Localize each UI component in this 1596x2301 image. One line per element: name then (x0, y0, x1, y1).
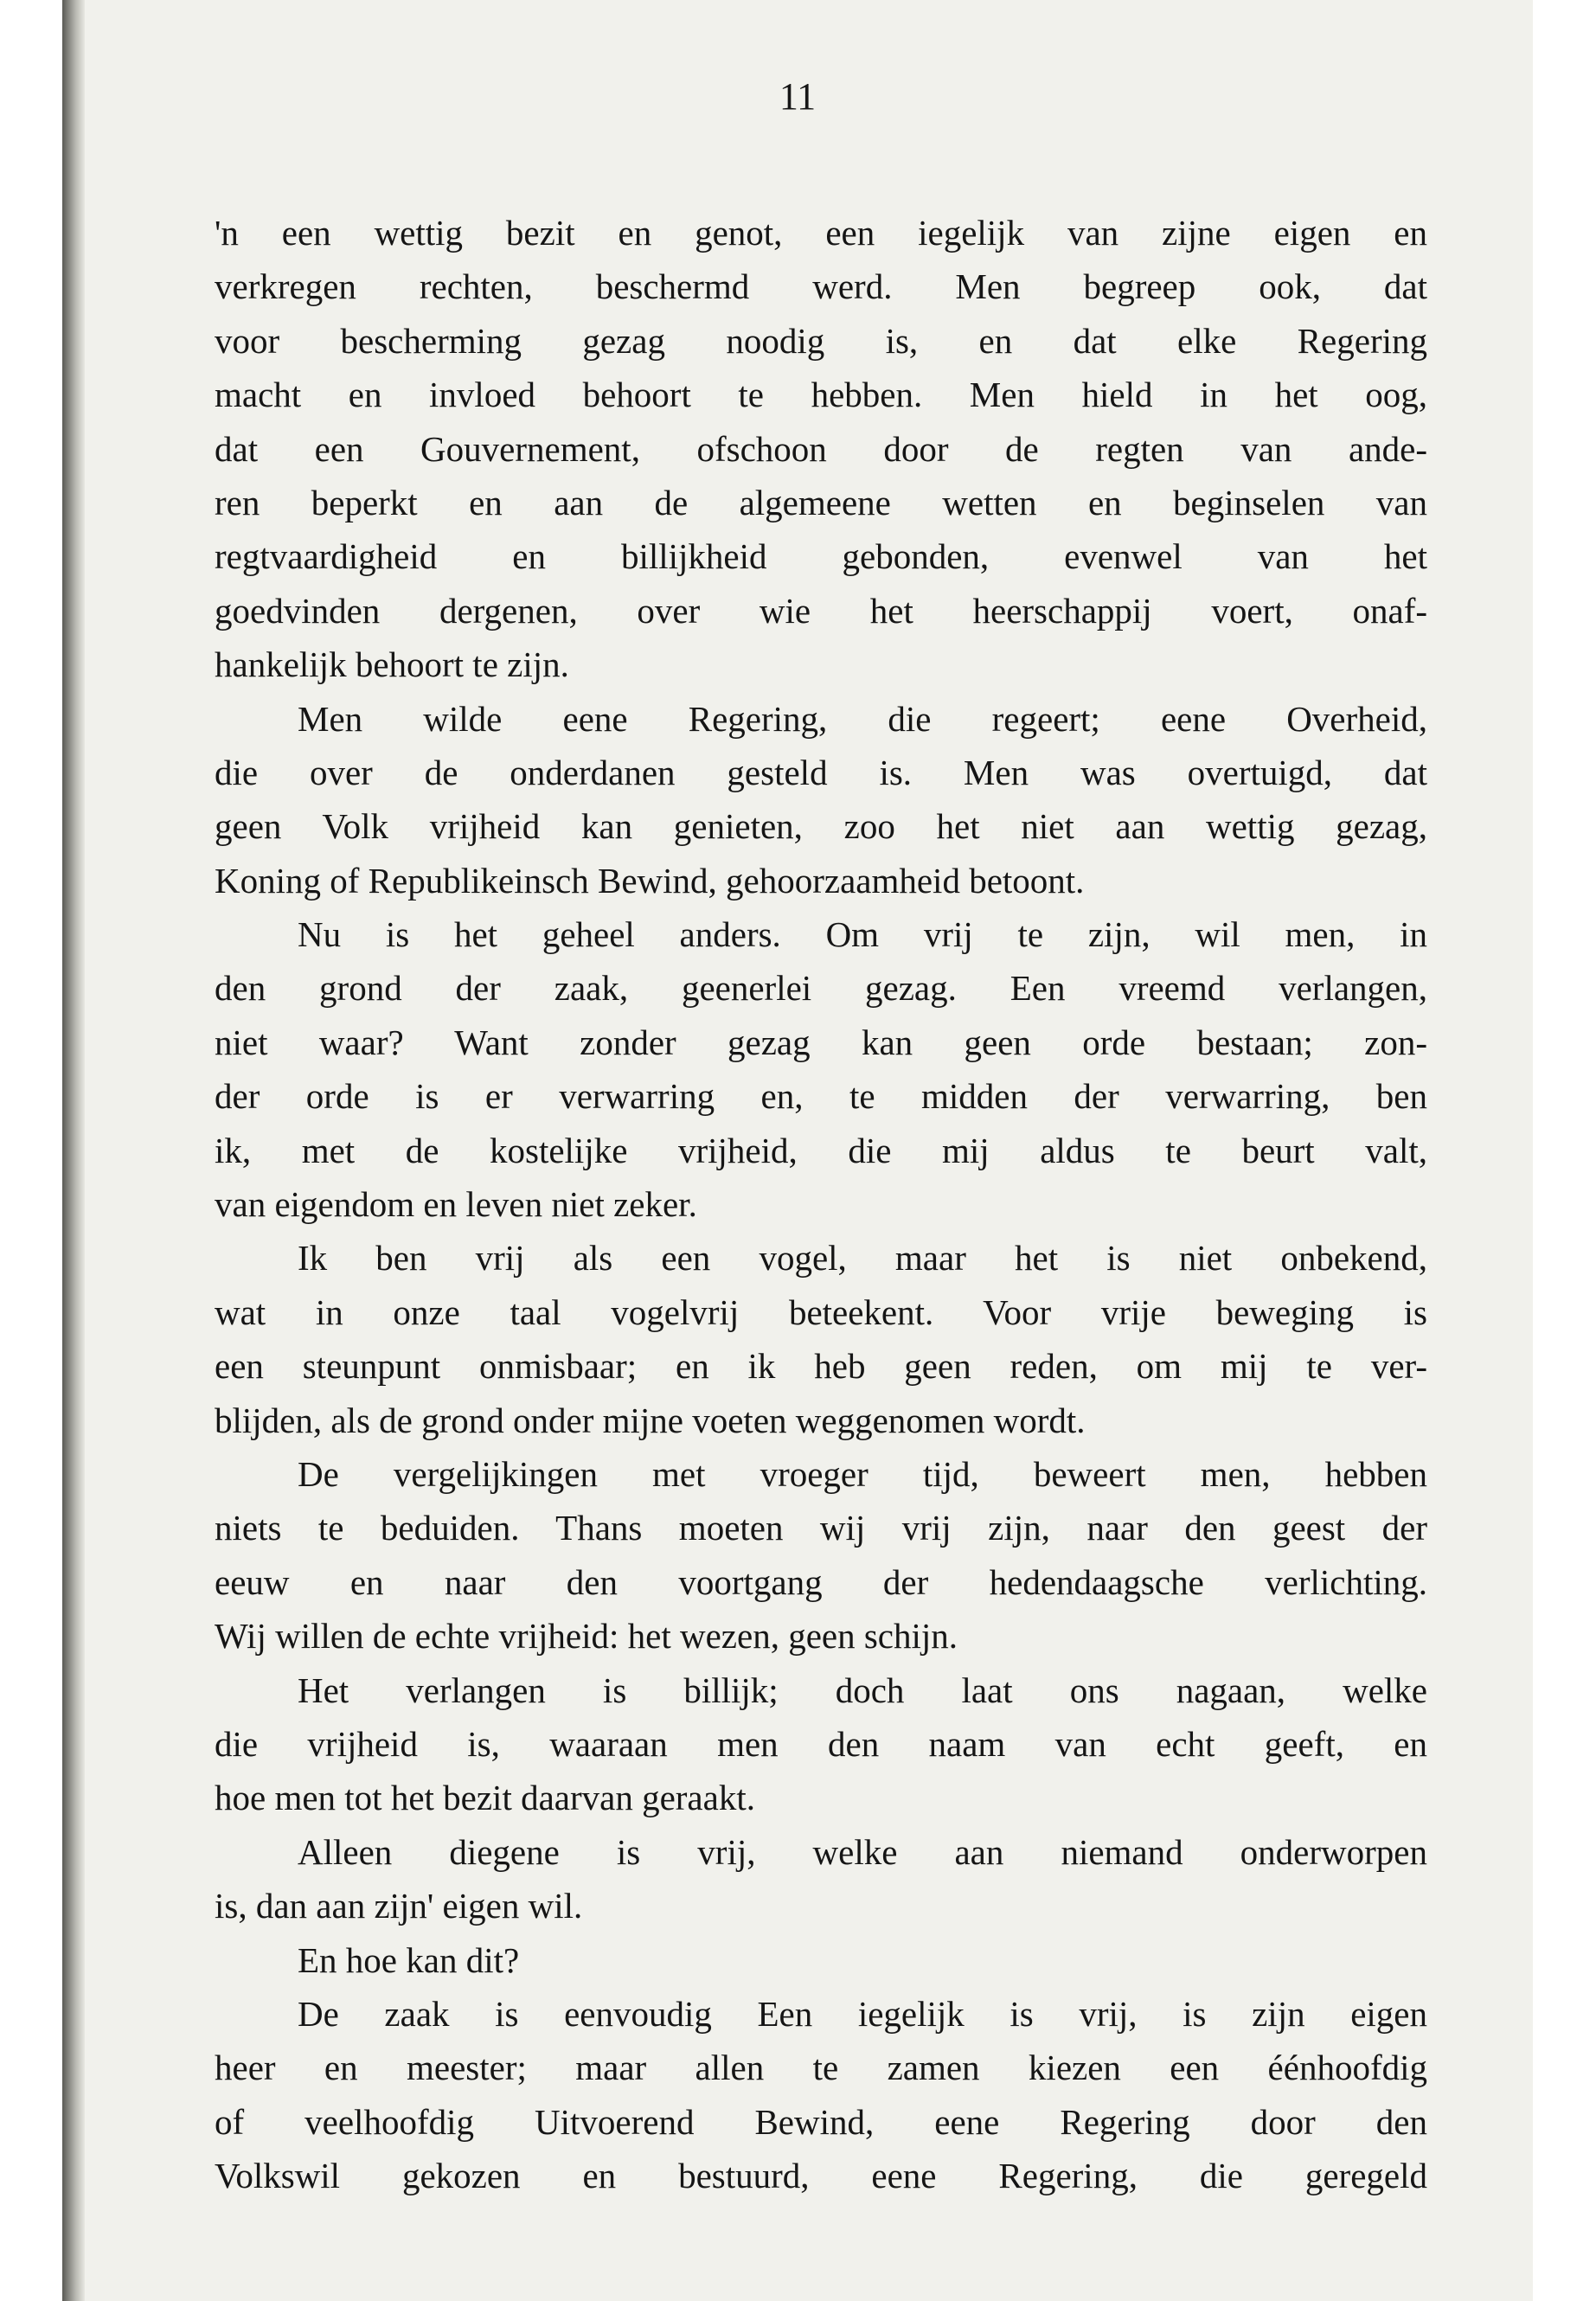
text-line: 'n een wettig bezit en genot, een iegelijk van zijne eigen en (215, 213, 1427, 253)
text-line: niet waar? Want zonder gezag kan geen orde bestaan; zon- (215, 1022, 1427, 1062)
text-line: der orde is er verwarring en, te midden der verwarring, ben (215, 1076, 1427, 1117)
text-line: En hoe kan dit? (298, 1939, 520, 1980)
text-line: geen Volk vrijheid kan genieten, zoo het niet aan wettig gezag, (215, 806, 1427, 847)
text-line: Volkswil gekozen en bestuurd, eene Regering, die geregeld (215, 2156, 1427, 2196)
text-line: niets te beduiden. Thans moeten wij vrij zijn, naar den geest der (215, 1508, 1427, 1548)
text-line: ik, met de kostelijke vrijheid, die mij aldus te beurt valt, (215, 1130, 1427, 1170)
book-page (62, 0, 1533, 2301)
text-line: Men wilde eene Regering, die regeert; eene Overheid, (298, 698, 1427, 739)
page-number: 11 (779, 75, 817, 118)
text-line: Ik ben vrij als een vogel, maar het is niet onbekend, (298, 1238, 1427, 1279)
text-line: macht en invloed behoort te hebben. Men hield in het oog, (215, 375, 1427, 415)
text-line: blijden, als de grond onder mijne voeten weggenomen wordt. (215, 1400, 1086, 1440)
text-line: heer en meester; maar allen te zamen kiezen een éénhoofdig (215, 2048, 1427, 2088)
text-line: Nu is het geheel anders. Om vrij te zijn, wil men, in (298, 914, 1427, 955)
text-line: Alleen diegene is vrij, welke aan niemand onderworpen (298, 1831, 1427, 1872)
text-line: een steunpunt onmisbaar; en ik heb geen reden, om mij te ver- (215, 1346, 1427, 1387)
text-line: wat in onze taal vogelvrij beteekent. Voor vrije beweging is (215, 1292, 1427, 1332)
text-line: die over de onderdanen gesteld is. Men was overtuigd, dat (215, 752, 1427, 792)
text-line: Koning of Republikeinsch Bewind, gehoorzaamheid betoont. (215, 860, 1085, 901)
text-line: dat een Gouvernement, ofschoon door de regten van ande- (215, 428, 1427, 469)
text-line: verkregen rechten, beschermd werd. Men begreep ook, dat (215, 266, 1427, 307)
text-line: hoe men tot het bezit daarvan geraakt. (215, 1778, 755, 1818)
text-line: Wij willen de echte vrijheid: het wezen, geen schijn. (215, 1616, 958, 1657)
text-line: die vrijheid is, waaraan men den naam van echt geeft, en (215, 1723, 1427, 1764)
page-gutter-shadow (62, 0, 85, 2301)
text-line: De vergelijkingen met vroeger tijd, beweert men, hebben (298, 1453, 1427, 1494)
text-line: Het verlangen is billijk; doch laat ons nagaan, welke (298, 1670, 1427, 1710)
text-line: regtvaardigheid en billijkheid gebonden, evenwel van het (215, 536, 1427, 577)
text-line: goedvinden dergenen, over wie het heerschappij voert, onaf- (215, 590, 1427, 631)
text-line: eeuw en naar den voortgang der hedendaagsche verlichting. (215, 1561, 1427, 1602)
text-line: hankelijk behoort te zijn. (215, 644, 569, 685)
text-line: is, dan aan zijn' eigen wil. (215, 1886, 583, 1926)
text-line: ren beperkt en aan de algemeene wetten en beginselen van (215, 482, 1427, 522)
text-line: De zaak is eenvoudig Een iegelijk is vrij, is zijn eigen (298, 1993, 1427, 2034)
text-line: van eigendom en leven niet zeker. (215, 1184, 697, 1225)
text-line: den grond der zaak, geenerlei gezag. Een vreemd verlangen, (215, 968, 1427, 1009)
body-text (215, 206, 1427, 2202)
text-line: of veelhoofdig Uitvoerend Bewind, eene Regering door den (215, 2101, 1427, 2142)
text-line: voor bescherming gezag noodig is, en dat elke Regering (215, 320, 1427, 361)
